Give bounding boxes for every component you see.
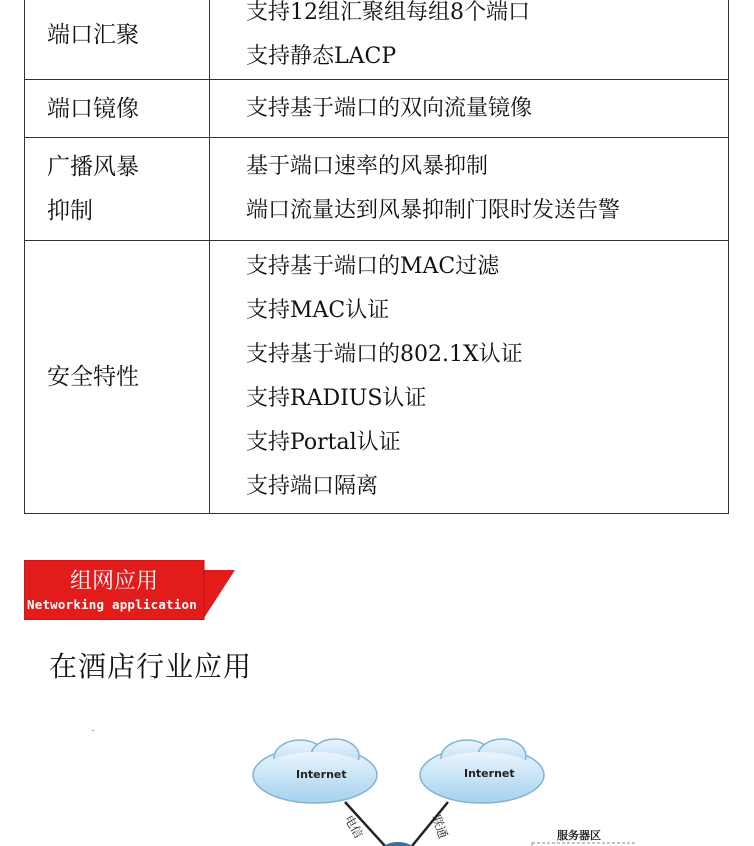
value-line: 基于端口速率的风暴抑制 xyxy=(246,154,489,179)
banner-title: 组网应用 xyxy=(69,569,158,594)
value-line: 支持基于端口的802.1X认证 xyxy=(246,342,523,367)
value-line: 端口流量达到风暴抑制门限时发送告警 xyxy=(246,198,621,223)
row-values xyxy=(210,0,729,80)
banner-subtitle: Networking application xyxy=(27,597,197,612)
row-key: 安全特性 xyxy=(25,241,210,514)
section-banner xyxy=(24,560,236,620)
router-icon xyxy=(382,842,414,846)
value-line: 支持Portal认证 xyxy=(246,430,401,455)
value-line: 支持静态LACP xyxy=(246,44,397,69)
link-left-label: 电信 xyxy=(341,812,366,841)
cloud-right-label: Internet xyxy=(464,767,515,780)
section-title: 在酒店行业应用 xyxy=(49,650,253,683)
value-line: 支持12组汇聚组每组8个端口 xyxy=(246,0,530,25)
row-values xyxy=(210,241,729,514)
row-key: 端口镜像 xyxy=(25,80,210,138)
table-row xyxy=(25,241,729,514)
value-line: 支持端口隔离 xyxy=(246,474,379,499)
row-key: 广播风暴 抑制 xyxy=(25,138,210,241)
row-key: 端口汇聚 xyxy=(25,0,210,80)
link-right-label: 联通 xyxy=(428,812,451,841)
table-row xyxy=(25,0,729,80)
server-zone-label: 服务器区 xyxy=(557,829,601,842)
row-values xyxy=(210,138,729,241)
value-line: 支持基于端口的MAC过滤 xyxy=(246,254,500,279)
value-line: 支持基于端口的双向流量镜像 xyxy=(246,95,533,121)
spec-table xyxy=(24,0,729,514)
value-line: 支持RADIUS认证 xyxy=(246,386,427,411)
diagram-graphics xyxy=(0,700,754,846)
value-line: 支持MAC认证 xyxy=(246,298,390,323)
table-row xyxy=(25,80,729,138)
table-row xyxy=(25,138,729,241)
network-diagram xyxy=(0,700,754,846)
row-values xyxy=(210,80,729,138)
cloud-left-label: Internet xyxy=(296,768,347,781)
